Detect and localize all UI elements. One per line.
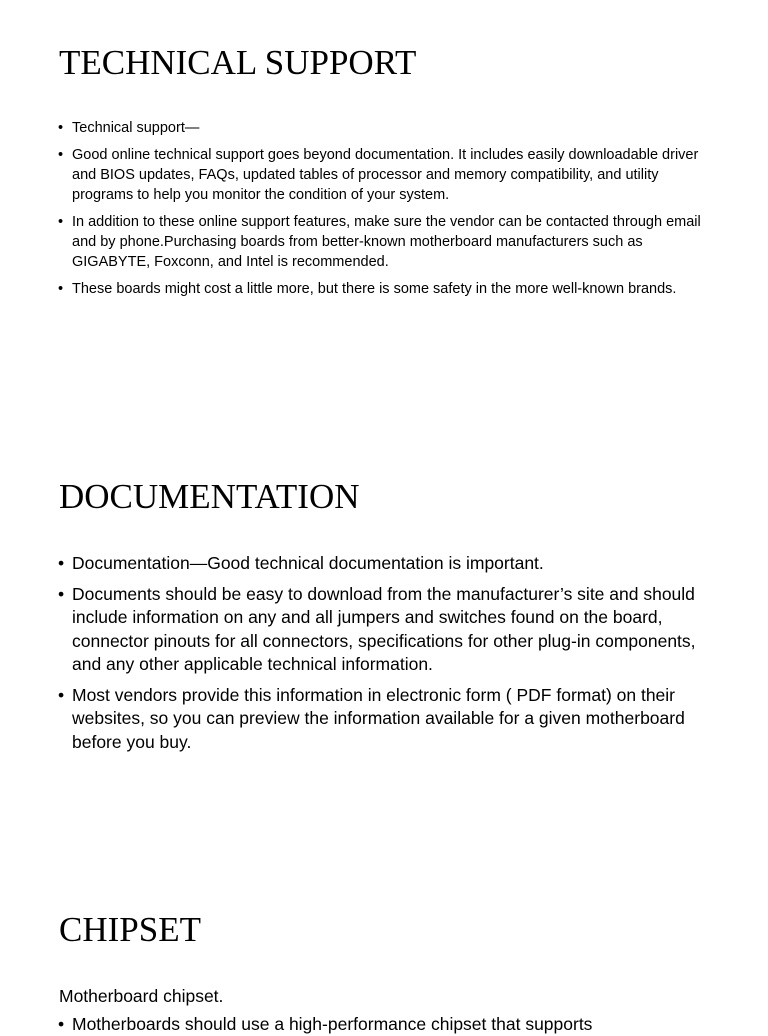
bullet-item: • Good online technical support goes beyond documentation. It includes easily downloadable driver and BIOS updates, FAQs, updated tables of processor and memory compatibility, and utility programs to help you monitor the condition of your system. [58,145,718,205]
bullet-item: • Documentation—Good technical documentation is important. [58,552,718,576]
bullet-item: • Most vendors provide this information in electronic form ( PDF format) on their websites, so you can preview the information available for a given motherboard before you buy. [58,684,718,755]
slide-title: TECHNICAL SUPPORT [59,43,417,82]
bullet-item: • Motherboards should use a high-performance chipset that supports [58,1012,718,1036]
bullet-list [58,552,718,761]
bullet-item: • Documents should be easy to download from the manufacturer’s site and should include information on any and all jumpers and switches found on the board, connector pinouts for all connectors, specifications for other plug-in components, and any other applicable technical information. [58,583,718,677]
bullet-list [58,1012,718,1036]
bullet-item: • Technical support— [58,118,718,138]
bullet-list [58,118,718,306]
bullet-item: • In addition to these online support features, make sure the vendor can be contacted through email and by phone.Purchasing boards from better-known motherboard manufacturers such as GIGABYTE, Foxconn, and Intel is recommended. [58,212,718,272]
bullet-item: • These boards might cost a little more, but there is some safety in the more well-known brands. [58,279,718,299]
slide-subtitle: Motherboard chipset. [59,986,224,1006]
slide-title: CHIPSET [59,910,201,949]
slide-title: DOCUMENTATION [59,477,360,516]
